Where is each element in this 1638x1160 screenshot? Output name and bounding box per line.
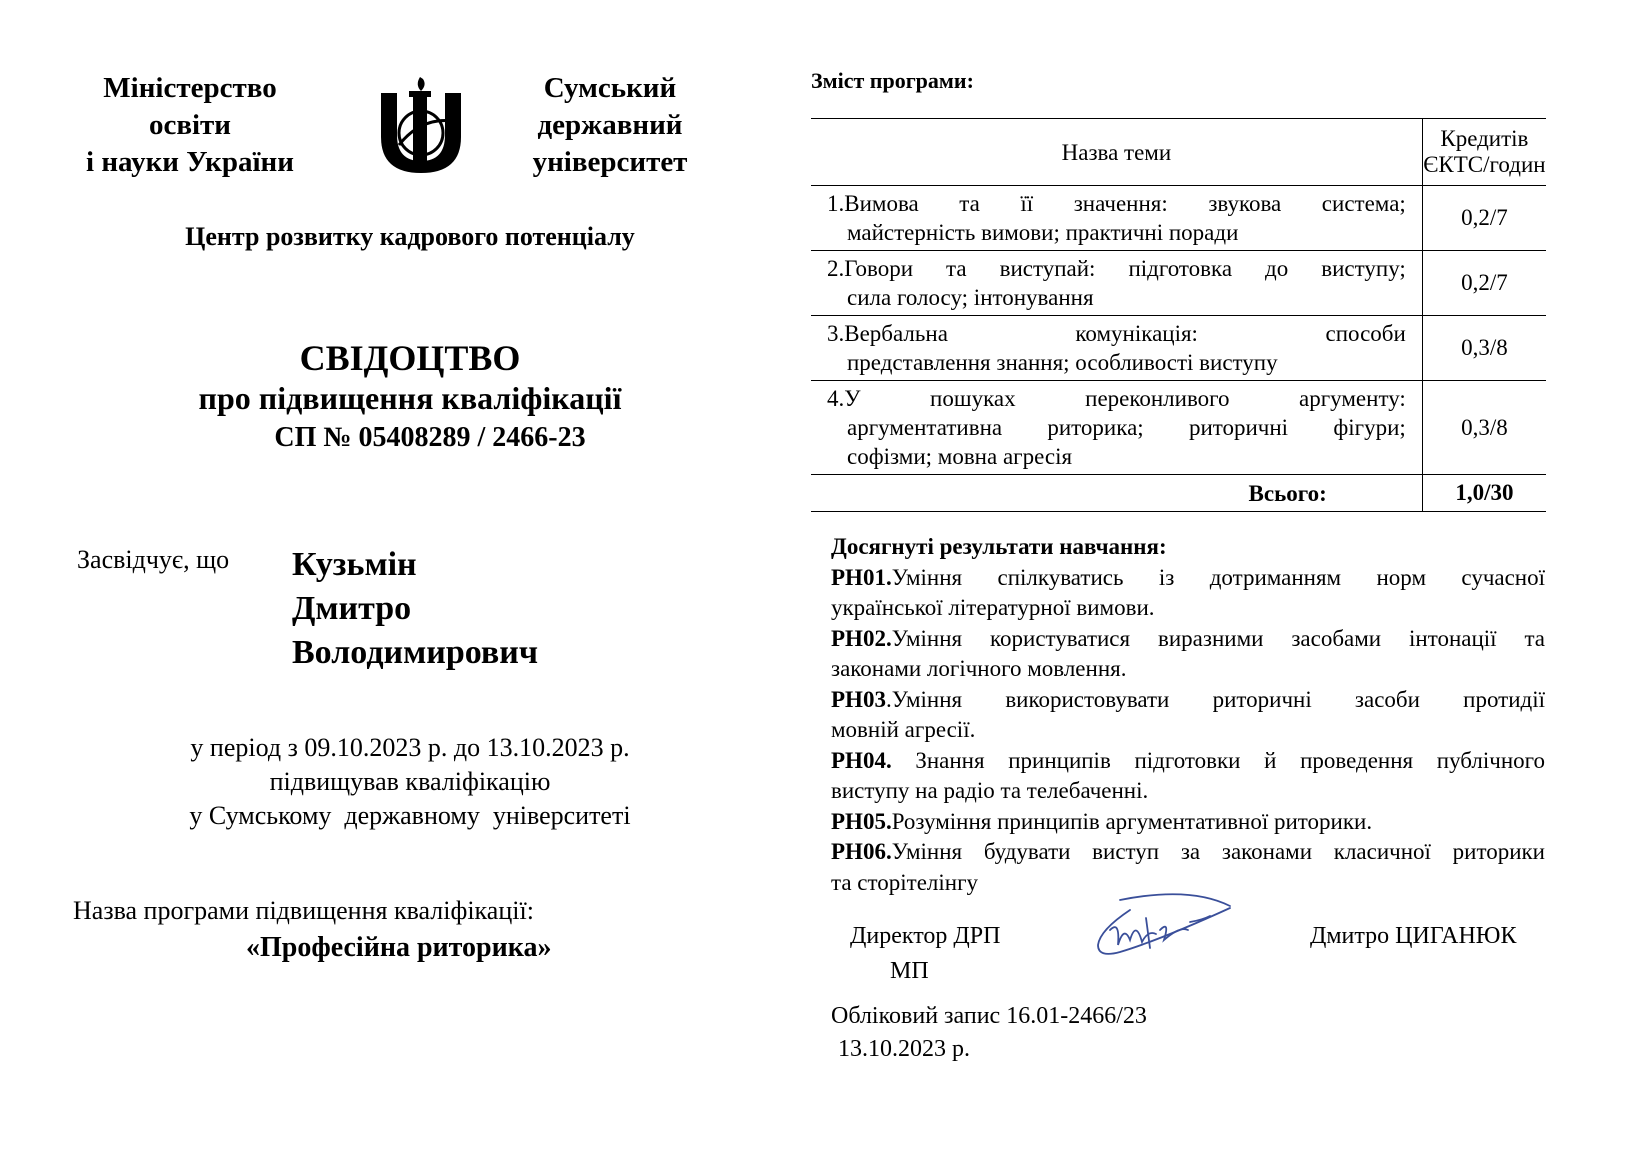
table-header-row xyxy=(811,119,1546,186)
seal-label: МП xyxy=(890,958,929,984)
director-name: Дмитро ЦИГАНЮК xyxy=(1310,923,1517,949)
result-item: РН06.Уміння будувати виступ за законами класичної риторики xyxy=(831,839,1545,864)
results-label: Досягнуті результати навчання: xyxy=(831,534,1167,559)
certificate-title: СВІДОЦТВО xyxy=(299,338,521,378)
result-item: РН05.Розуміння принципів аргументативної риторики. xyxy=(831,808,1373,834)
certificate-number: СП № 05408289 / 2466-23 xyxy=(274,422,586,453)
header-credits: Кредитів ЄКТС/годин xyxy=(1422,119,1546,186)
result-item: РН04. Знання принципів підготовки й проведення публічного xyxy=(831,747,1545,773)
table-row: 4.У пошуках переконливого аргументу: аргументативна риторика; риторичні фігури; софізми; мовна агресія 0,3/8 xyxy=(811,381,1546,475)
signature-icon xyxy=(1090,890,1240,970)
ministry-name: Міністерство освіти і науки України xyxy=(86,72,294,178)
table-row: 3.Вербальна комунікація: способи представлення знання; особливості виступу 0,3/8 xyxy=(811,316,1546,381)
learning-results: Досягнуті результати навчання: РН01.Уміння спілкуватись із дотриманням норм сучасної української літературної вимови. РН02.Уміння користуватися виразними засобами інтонації та законами логічного мовлення. РН03.Уміння використовувати риторичні засоби протидії мовній агресії. РН04. Знання принципів підготовки й проведення публічного виступу на радіо та телебаченні. РН05.Розуміння принципів аргументативної риторики. РН06.Уміння будувати виступ за законами класичної риторики та сторітелінгу xyxy=(831,534,1545,895)
result-item: РН01.Уміння спілкуватись із дотриманням норм сучасної xyxy=(831,564,1545,590)
record-date: 13.10.2023 р. xyxy=(838,1036,970,1062)
university-logo-icon xyxy=(375,75,467,175)
total-row xyxy=(811,475,1546,512)
center-name: Центр розвитку кадрового потенціалу xyxy=(185,222,635,251)
total-label: Всього: xyxy=(811,475,1422,512)
first-name: Дмитро xyxy=(292,590,412,627)
patronymic: Володимирович xyxy=(292,634,539,671)
program-label: Назва програми підвищення кваліфікації: xyxy=(73,896,534,925)
training-period: у період з 09.10.2023 р. до 13.10.2023 р. підвищував кваліфікацію у Сумському державному університеті xyxy=(189,733,631,830)
total-value: 1,0/30 xyxy=(1422,475,1546,512)
header-topic: Назва теми xyxy=(811,119,1422,186)
certifies-label: Засвідчує, що xyxy=(77,545,230,574)
table-row: 2.Говори та виступай: підготовка до виступу; сила голосу; інтонування 0,2/7 xyxy=(811,251,1546,316)
table-row: 1.Вимова та її значення: звукова система; майстерність вимови; практичні поради 0,2/7 xyxy=(811,186,1546,251)
program-name: «Професійна риторика» xyxy=(246,932,552,963)
record-number: Обліковий запис 16.01-2466/23 xyxy=(831,1003,1147,1029)
university-name: Сумський державний університет xyxy=(532,72,688,178)
topics-table xyxy=(811,118,1546,512)
director-label: Директор ДРП xyxy=(850,923,1001,949)
certificate-subtitle: про підвищення кваліфікації xyxy=(198,380,622,416)
result-item: РН02.Уміння користуватися виразними засобами інтонації та xyxy=(831,625,1545,651)
program-content-label: Зміст програми: xyxy=(811,68,974,93)
surname: Кузьмін xyxy=(292,546,417,583)
result-item: РН03.Уміння використовувати риторичні засоби протидії xyxy=(831,686,1545,712)
